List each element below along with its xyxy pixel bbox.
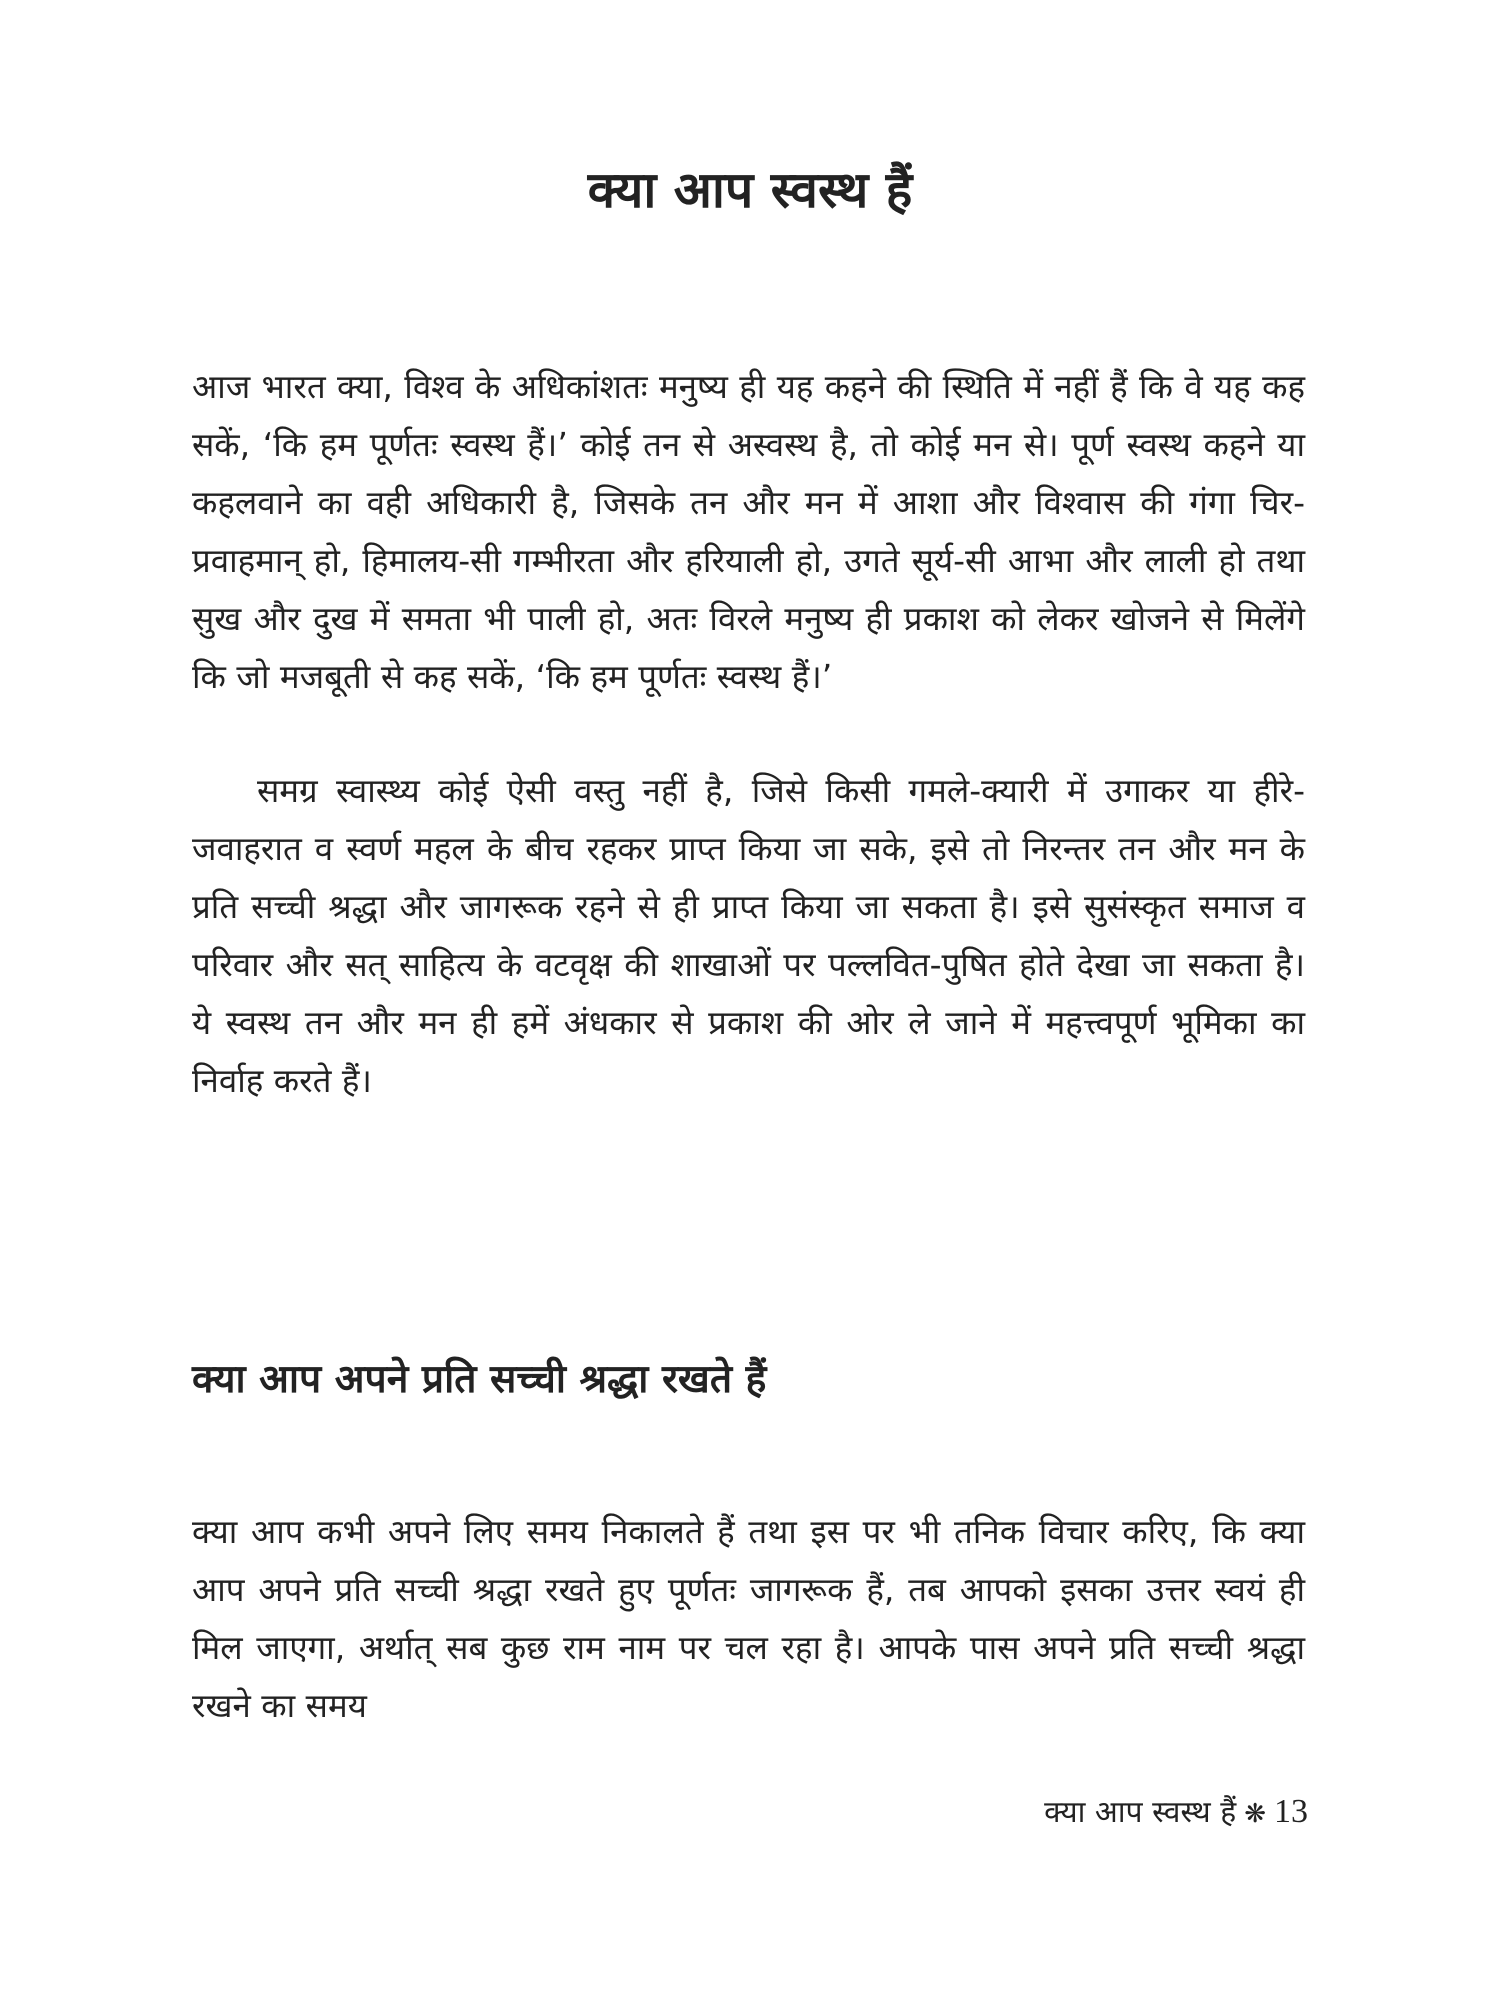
body-paragraph-1: आज भारत क्या, विश्व के अधिकांशतः मनुष्य ही यह कहने की स्थिति में नहीं हैं कि वे यह कह सकें, ‘कि हम पूर्णतः स्वस्थ हैं।’ कोई तन से अस्वस्थ है, तो कोई मन से। पूर्ण स्वस्थ कहने या कहलवाने का वही अधिकारी है, जिसके तन और मन में आशा और विश्वास की गंगा चिर-प्रवाहमान् हो, हिमालय-सी गम्भीरता और हरियाली हो, उगते सूर्य-सी आभा और लाली हो तथा सुख और दुख में समता भी पाली हो, अतः विरले मनुष्य ही प्रकाश को लेकर खोजने से मिलेंगे कि जो मजबूती से कह सकें, ‘कि हम पूर्णतः स्वस्थ हैं।’ <box>192 367 1305 696</box>
page-footer <box>1044 1792 1308 1833</box>
section-paragraph: क्या आप कभी अपने लिए समय निकालते हैं तथा इस पर भी तनिक विचार करिए, कि क्या आप अपने प्रति सच्ची श्रद्धा रखते हुए पूर्णतः जागरूक हैं, तब आपको इसका उत्तर स्वयं ही मिल जाएगा, अर्थात् सब कुछ राम नाम पर चल रहा है। आपके पास अपने प्रति सच्ची श्रद्धा रखने का समय <box>192 1512 1305 1725</box>
page-number: 13 <box>1274 1793 1308 1830</box>
body-paragraph-2: समग्र स्वास्थ्य कोई ऐसी वस्तु नहीं है, जिसे किसी गमले-क्यारी में उगाकर या हीरे-जवाहरात व स्वर्ण महल के बीच रहकर प्राप्त किया जा सके, इसे तो निरन्तर तन और मन के प्रति सच्ची श्रद्धा और जागरूक रहने से ही प्राप्त किया जा सकता है। इसे सुसंस्कृत समाज व परिवार और सत् साहित्य के वटवृक्ष की शाखाओं पर पल्लवित-पुषित होते देखा जा सकता है। ये स्वस्थ तन और मन ही हमें अंधकार से प्रकाश की ओर ले जाने में महत्त्वपूर्ण भूमिका का निर्वाह करते हैं। <box>192 771 1305 1100</box>
running-title: क्या आप स्वस्थ हैं <box>1044 1795 1237 1830</box>
section-heading: क्या आप अपने प्रति सच्ची श्रद्धा रखते हैं <box>192 1357 767 1402</box>
ornament-icon: ❋ <box>1244 1799 1266 1829</box>
page-title: क्या आप स्वस्थ हैं <box>587 161 913 219</box>
